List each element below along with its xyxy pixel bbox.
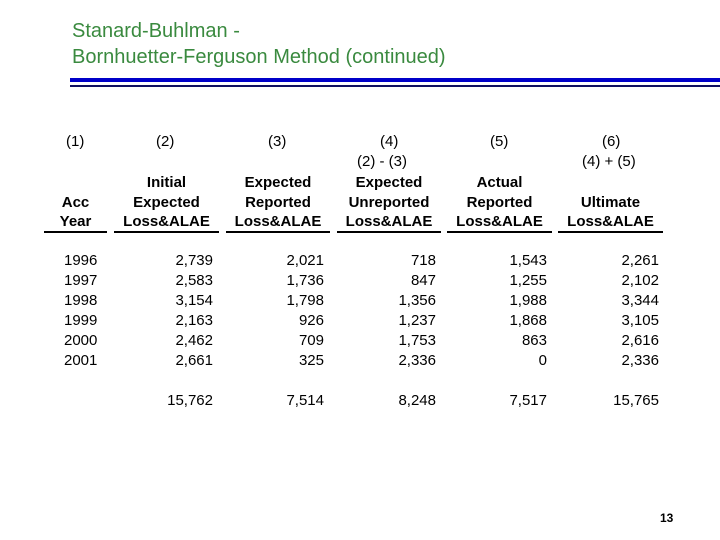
cell-expected-unreported: 1,237 bbox=[398, 312, 436, 329]
page-number: 13 bbox=[660, 511, 674, 525]
col-1-header-line-2: Acc bbox=[61, 194, 90, 211]
cell-year: 2000 bbox=[64, 332, 98, 349]
cell-initial-expected: 2,462 bbox=[175, 332, 213, 349]
total-initial-expected: 15,762 bbox=[167, 392, 213, 409]
col-2-header-line-3: Loss&ALAE bbox=[123, 213, 210, 230]
col-4-header-line-3: Loss&ALAE bbox=[345, 213, 433, 230]
cell-actual-reported: 863 bbox=[521, 332, 547, 349]
col-3-header-line-1: Expected bbox=[244, 174, 312, 191]
cell-expected-reported: 926 bbox=[298, 312, 324, 329]
cell-expected-reported: 2,021 bbox=[286, 252, 324, 269]
cell-actual-reported: 1,255 bbox=[509, 272, 547, 289]
cell-expected-reported: 1,736 bbox=[286, 272, 324, 289]
cell-expected-unreported: 2,336 bbox=[398, 352, 436, 369]
col-1-header-line-3: Year bbox=[59, 213, 92, 230]
col-2-header-line-1: Initial bbox=[146, 174, 187, 191]
cell-year: 2001 bbox=[64, 352, 98, 369]
cell-year: 1999 bbox=[64, 312, 98, 329]
col-5-header-line-3: Loss&ALAE bbox=[456, 213, 543, 230]
col-4-number: (4) bbox=[380, 133, 399, 150]
col-5-underline bbox=[447, 231, 552, 233]
cell-ultimate: 2,102 bbox=[621, 272, 659, 289]
cell-expected-reported: 1,798 bbox=[286, 292, 324, 309]
col-6-header-line-3: Loss&ALAE bbox=[567, 213, 654, 230]
cell-ultimate: 3,105 bbox=[621, 312, 659, 329]
cell-year: 1998 bbox=[64, 292, 98, 309]
col-4-formula: (2) - (3) bbox=[357, 153, 407, 170]
col-1-underline bbox=[44, 231, 107, 233]
total-actual-reported: 7,517 bbox=[509, 392, 547, 409]
cell-initial-expected: 2,163 bbox=[175, 312, 213, 329]
col-5-number: (5) bbox=[490, 133, 509, 150]
col-3-header-line-3: Loss&ALAE bbox=[234, 213, 322, 230]
col-3-header-line-2: Reported bbox=[245, 194, 311, 211]
col-2-underline bbox=[114, 231, 219, 233]
col-2-header-line-2: Expected bbox=[133, 194, 200, 211]
cell-ultimate: 3,344 bbox=[621, 292, 659, 309]
col-4-header-line-1: Expected bbox=[355, 174, 423, 191]
cell-expected-unreported: 1,753 bbox=[398, 332, 436, 349]
cell-year: 1997 bbox=[64, 272, 98, 289]
cell-actual-reported: 1,543 bbox=[509, 252, 547, 269]
cell-expected-reported: 325 bbox=[298, 352, 324, 369]
cell-initial-expected: 3,154 bbox=[175, 292, 213, 309]
cell-year: 1996 bbox=[64, 252, 98, 269]
cell-initial-expected: 2,583 bbox=[175, 272, 213, 289]
cell-actual-reported: 0 bbox=[538, 352, 547, 369]
cell-actual-reported: 1,988 bbox=[509, 292, 547, 309]
title-line-2: Bornhuetter-Ferguson Method (continued) bbox=[72, 46, 446, 68]
col-1-number: (1) bbox=[66, 133, 85, 150]
col-3-underline bbox=[226, 231, 330, 233]
col-4-header-line-2: Unreported bbox=[348, 194, 430, 211]
col-4-underline bbox=[337, 231, 441, 233]
col-6-number: (6) bbox=[602, 133, 621, 150]
total-ultimate: 15,765 bbox=[613, 392, 659, 409]
col-6-underline bbox=[558, 231, 663, 233]
col-3-number: (3) bbox=[268, 133, 287, 150]
cell-expected-reported: 709 bbox=[298, 332, 324, 349]
col-2-number: (2) bbox=[156, 133, 175, 150]
cell-ultimate: 2,336 bbox=[621, 352, 659, 369]
cell-expected-unreported: 718 bbox=[410, 252, 436, 269]
total-expected-reported: 7,514 bbox=[286, 392, 324, 409]
col-6-header-line-2: Ultimate bbox=[580, 194, 641, 211]
cell-initial-expected: 2,661 bbox=[175, 352, 213, 369]
cell-expected-unreported: 847 bbox=[410, 272, 436, 289]
cell-initial-expected: 2,739 bbox=[175, 252, 213, 269]
col-5-header-line-2: Reported bbox=[466, 194, 533, 211]
cell-ultimate: 2,261 bbox=[621, 252, 659, 269]
total-expected-unreported: 8,248 bbox=[398, 392, 436, 409]
cell-ultimate: 2,616 bbox=[621, 332, 659, 349]
col-6-formula: (4) + (5) bbox=[582, 153, 636, 170]
col-5-header-line-1: Actual bbox=[476, 174, 523, 191]
cell-actual-reported: 1,868 bbox=[509, 312, 547, 329]
title-line-1: Stanard-Buhlman - bbox=[72, 20, 240, 42]
cell-expected-unreported: 1,356 bbox=[398, 292, 436, 309]
